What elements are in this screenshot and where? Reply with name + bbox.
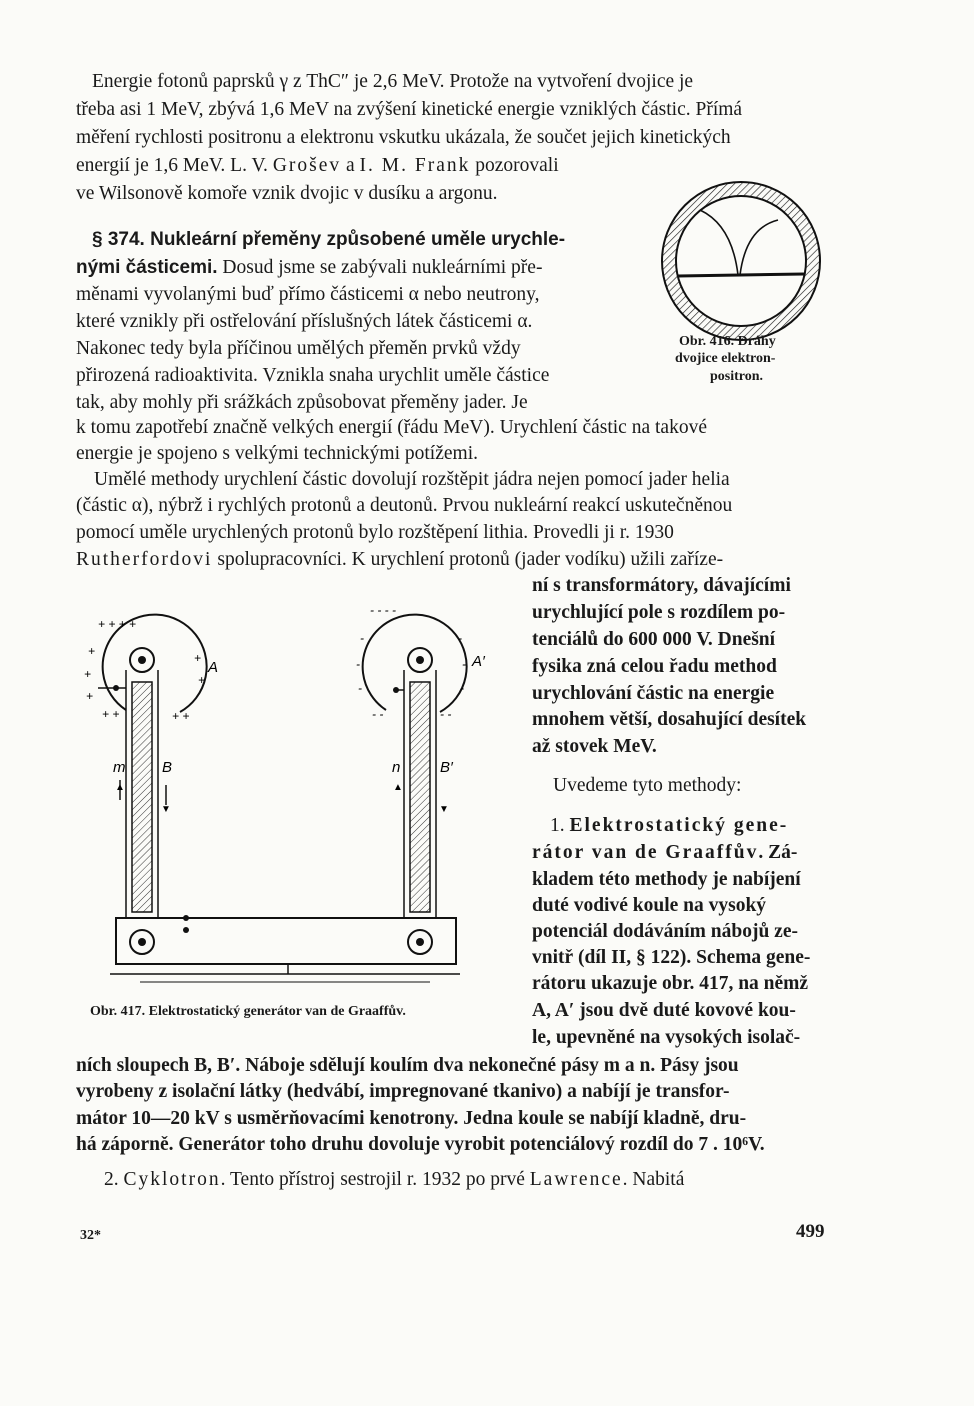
text-line: há záporně. Generátor toho druhu dovoluje vyrobit potenciálový rozdíl do 7 . 10⁶V.	[76, 1134, 765, 1155]
text-span: pozorovali	[470, 155, 559, 176]
text-line	[76, 152, 559, 179]
text-line: urychlující pole s rozdílem po-	[532, 602, 786, 623]
text-line: ní s transformátory, dávajícími	[532, 575, 791, 596]
svg-text:▲: ▲	[115, 782, 125, 793]
text-line: mátor 10—20 kV s usměrňovacími kenotrony. Jedna koule se nabíjí kladně, dru-	[76, 1108, 747, 1129]
svg-text:-: -	[356, 657, 360, 671]
text-line: duté vodivé koule na vysoký	[532, 895, 767, 916]
svg-text:- - - -: - - - -	[370, 603, 396, 617]
text-line: pomocí uměle urychlených protonů bylo rozštěpení lithia. Provedli ji r. 1930	[76, 522, 674, 543]
text-span: Dosud jsme se zabývali nukleárními pře-	[217, 257, 543, 278]
text-line: Nakonec tedy byla příčinou umělých přeměn prvků vždy	[76, 338, 521, 359]
svg-text:- -: - -	[372, 707, 384, 721]
author-name: Grošev	[272, 155, 342, 176]
text-line: až stovek MeV.	[532, 736, 657, 757]
section-heading-end: nými částicemi.	[76, 257, 218, 278]
section-heading: § 374. Nukleární přeměny způsobené uměle urychle-	[92, 229, 566, 250]
label-b-prime: B′	[440, 759, 453, 776]
label-a: A	[208, 659, 219, 676]
text-line: fysika zná celou řadu method	[532, 656, 777, 677]
text-line: rátoru ukazuje obr. 417, na němž	[532, 973, 809, 994]
figure-416-caption-line: Obr. 416. Dráhy	[679, 334, 776, 349]
text-line: (částic α), nýbrž i rychlých protonů a deutonů. Prvou nukleární reakcí uskutečněnou	[76, 495, 733, 516]
text-line: energie je spojeno s velkými technickými potížemi.	[76, 443, 478, 464]
label-a-prime: A′	[472, 653, 485, 670]
svg-text:+: +	[194, 651, 202, 665]
column-b	[132, 682, 152, 912]
svg-text:+: +	[84, 667, 92, 681]
column-b-prime	[410, 682, 430, 912]
svg-text:▼: ▼	[439, 804, 449, 815]
text-line: Umělé methody urychlení částic dovolují rozštěpit jádra nejen pomocí jader helia	[94, 469, 730, 490]
text-line: vnitř (díl II, § 122). Schema gene-	[532, 947, 811, 968]
text-span: . Zá-	[758, 842, 798, 863]
signature-mark: 32*	[80, 1228, 101, 1243]
text-span: energií je 1,6 MeV. L. V.	[76, 155, 273, 176]
figure-417-van-de-graaff	[80, 600, 485, 990]
method-name: rátor van de Graaffův	[532, 842, 759, 863]
author-name: Rutherfordovi	[76, 549, 213, 570]
text-line: le, upevněné na vysokých isolač-	[532, 1027, 801, 1048]
base-frame	[116, 918, 456, 964]
text-line: Uvedeme tyto methody:	[553, 775, 742, 796]
text-line: urychlování částic na energie	[532, 683, 775, 704]
text-line: ve Wilsonově komoře vznik dvojic v dusíku a argonu.	[76, 183, 498, 204]
method-name: Elektrostatický gene-	[569, 815, 789, 836]
author-name: I. M. Frank	[359, 155, 471, 176]
text-span: 1.	[550, 815, 570, 836]
text-line: přirozená radioaktivita. Vznikla snaha urychlit uměle částice	[76, 365, 550, 386]
svg-text:-: -	[360, 631, 364, 645]
text-line: tenciálů do 600 000 V. Dnešní	[532, 629, 776, 650]
text-line: měnami vyvolanými buď přímo částicemi α nebo neutrony,	[76, 284, 540, 305]
text-span: a	[341, 155, 360, 176]
svg-text:-: -	[358, 681, 362, 695]
text-span: 2.	[104, 1169, 124, 1190]
figure-416-caption-line: dvojice elektron-	[675, 351, 776, 366]
label-b: B	[162, 759, 173, 776]
svg-text:▲: ▲	[393, 782, 403, 793]
svg-text:-: -	[458, 631, 462, 645]
text-span: . Tento přístroj sestrojil r. 1932 po prvé	[220, 1169, 530, 1190]
text-line: A, A′ jsou dvě duté kovové kou-	[532, 1000, 796, 1021]
text-line	[76, 254, 542, 281]
svg-text:+ + + +: + + + +	[98, 617, 137, 631]
text-line: vyrobeny z isolační látky (hedvábí, impregnované tkanivo) a nabíjí je transfor-	[76, 1081, 730, 1102]
text-line	[532, 839, 797, 866]
svg-text:+ +: + +	[172, 709, 190, 723]
text-line: ních sloupech B, B′. Náboje sdělují koulím dva nekonečné pásy m a n. Pásy jsou	[76, 1055, 739, 1076]
text-line	[104, 1166, 684, 1193]
svg-text:- -: - -	[440, 707, 452, 721]
text-span: spolupracovníci. K urychlení protonů (jader vodíku) užili zaříze-	[212, 549, 724, 570]
text-line	[550, 812, 788, 839]
text-line: Energie fotonů paprsků γ z ThC″ je 2,6 MeV. Protože na vytvoření dvojice je	[92, 71, 694, 92]
text-line: které vznikly při ostřelování příslušných látek částicemi α.	[76, 311, 533, 332]
text-line: kladem této methody je nabíjení	[532, 869, 801, 890]
method-name: Cyklotron	[123, 1169, 221, 1190]
text-line: potenciál dodáváním nábojů ze-	[532, 921, 798, 942]
text-line: mnohem větší, dosahující desítek	[532, 709, 807, 730]
svg-text:+: +	[88, 644, 96, 658]
svg-text:+: +	[86, 689, 94, 703]
text-line: měření rychlosti positronu a elektronu vskutku ukázala, že součet jejich kinetických	[76, 127, 731, 148]
svg-text:+: +	[198, 673, 206, 687]
page-number: 499	[796, 1221, 825, 1242]
lead-plate	[678, 274, 804, 276]
figure-416-caption-line: positron.	[710, 369, 764, 384]
text-line	[76, 546, 723, 573]
label-m: m	[113, 759, 126, 776]
svg-text:+ +: + +	[102, 707, 120, 721]
svg-text:-: -	[462, 657, 466, 671]
text-span: . Nabitá	[622, 1169, 685, 1190]
author-name: Lawrence	[529, 1169, 623, 1190]
svg-text:-: -	[460, 681, 464, 695]
text-line: třeba asi 1 MeV, zbývá 1,6 MeV na zvýšení kinetické energie vzniklých částic. Přímá	[76, 99, 743, 120]
figure-417-caption: Obr. 417. Elektrostatický generátor van de Graaffův.	[90, 1004, 406, 1019]
figure-416-cloud-chamber	[660, 180, 822, 342]
svg-text:▼: ▼	[161, 804, 171, 815]
text-line: tak, aby mohly při srážkách způsobovat přeměny jader. Je	[76, 392, 528, 413]
label-n: n	[392, 759, 401, 776]
text-line: k tomu zapotřebí značně velkých energií (řádu MeV). Urychlení částic na takové	[76, 417, 707, 438]
